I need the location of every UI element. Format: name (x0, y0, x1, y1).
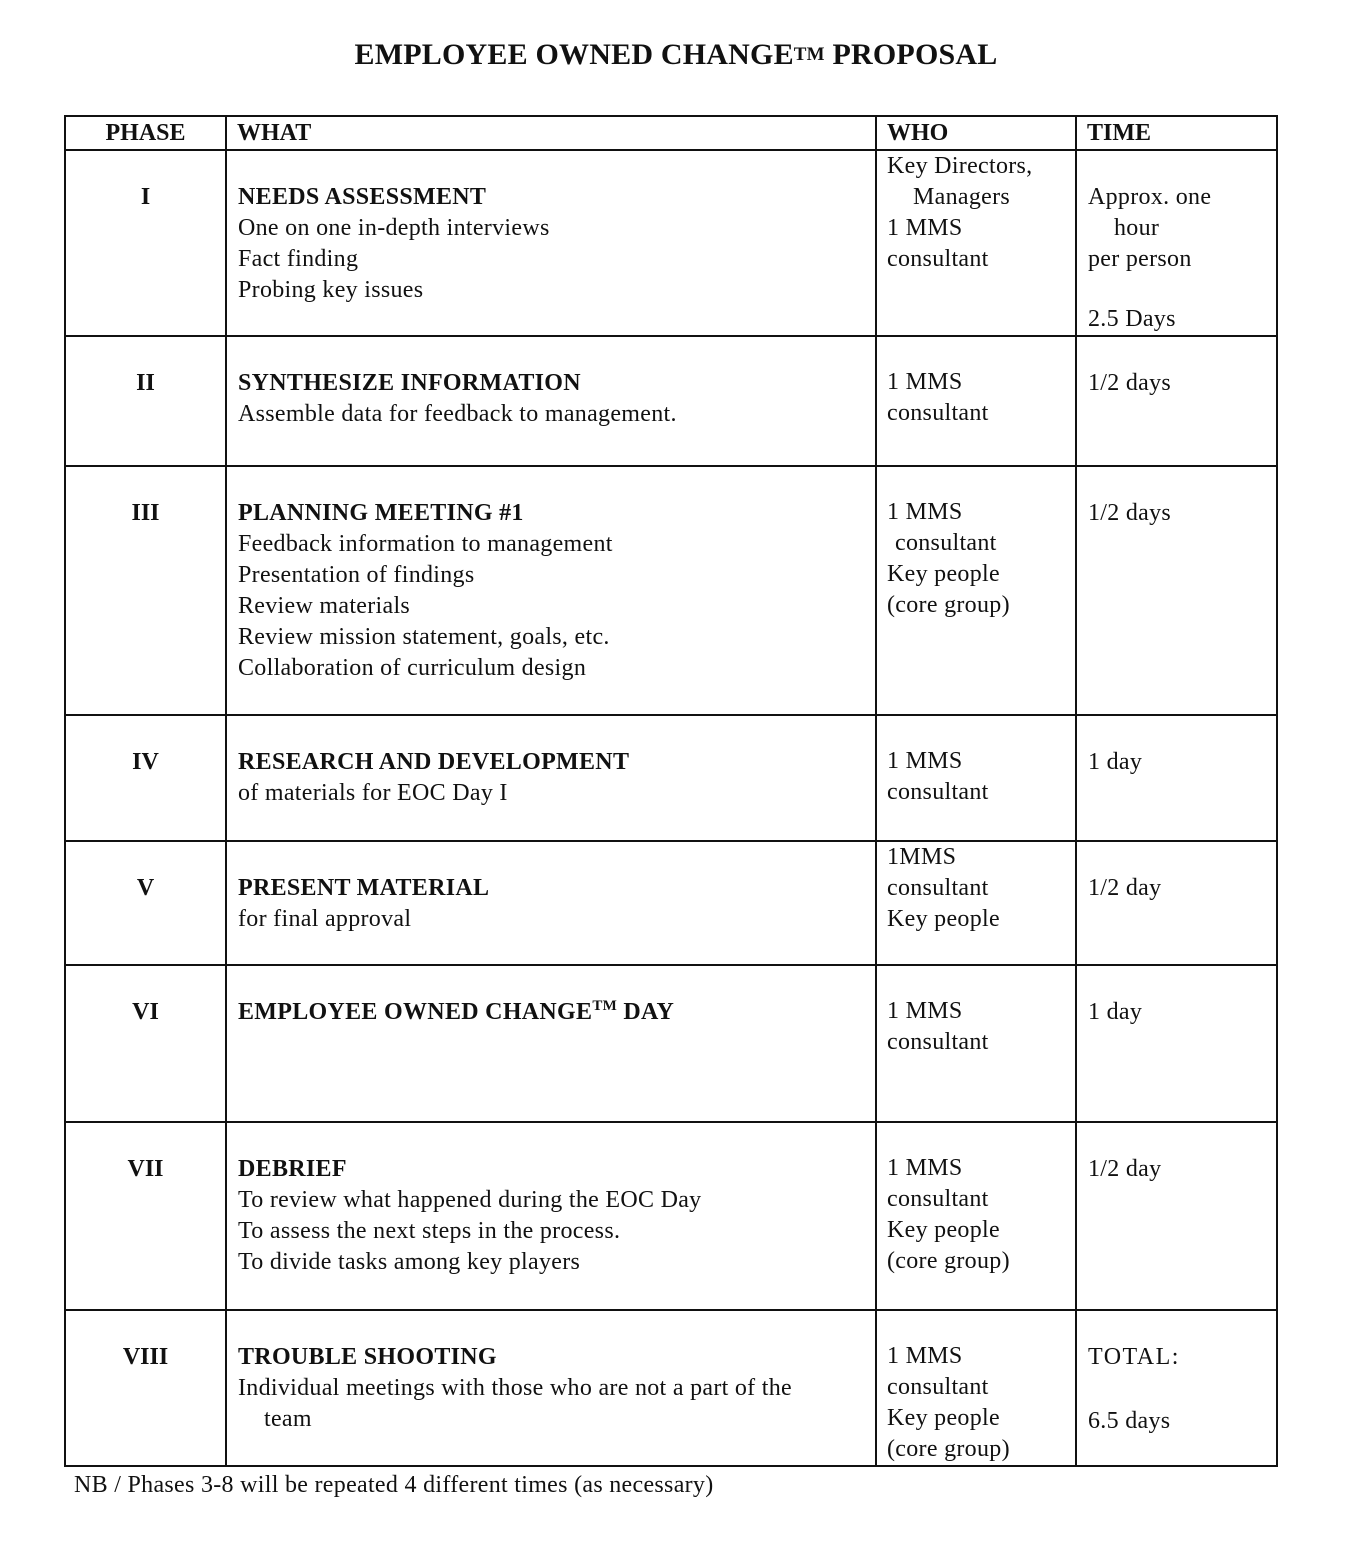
time-cell (1076, 1122, 1277, 1310)
footnote: NB / Phases 3-8 will be repeated 4 different times (as necessary) (74, 1472, 714, 1498)
who-cell (876, 1122, 1076, 1310)
detail-line: Feedback information to management (238, 531, 613, 557)
what-cell (226, 715, 876, 841)
detail-line: of materials for EOC Day I (238, 780, 508, 806)
time-line: 1/2 days (1088, 370, 1172, 396)
detail-line: Review materials (238, 593, 411, 619)
what-cell (226, 150, 876, 336)
phase-heading (238, 997, 867, 1031)
heading-suffix: DAY (617, 999, 675, 1025)
header-row (65, 116, 1277, 150)
phase-heading: TROUBLE SHOOTING (238, 1344, 497, 1370)
time-line: 1/2 days (1088, 500, 1172, 526)
time-line: 6.5 days (1088, 1408, 1171, 1434)
who-line: consultant (887, 779, 989, 805)
who-line: Key people (887, 561, 1000, 587)
who-line: Key people (887, 1217, 1000, 1243)
trademark-symbol: TM (793, 44, 825, 65)
who-line: 1 MMS (887, 1343, 963, 1369)
time-cell (1076, 466, 1277, 715)
who-line: consultant (887, 400, 989, 426)
who-line: Key Directors, (887, 153, 1033, 179)
who-line: consultant (887, 1374, 989, 1400)
time-line: Approx. one (1088, 184, 1212, 210)
who-cell (876, 965, 1076, 1122)
phase-cell: V (65, 841, 226, 965)
what-cell (226, 1122, 876, 1310)
heading-text: EMPLOYEE OWNED CHANGE (238, 999, 593, 1025)
detail-line: Assemble data for feedback to management. (238, 401, 677, 427)
phase-cell: VIII (65, 1310, 226, 1466)
time-cell (1076, 336, 1277, 466)
what-cell (226, 466, 876, 715)
time-line: 2.5 Days (1088, 306, 1176, 332)
time-line: 1 day (1088, 999, 1143, 1025)
time-line: TOTAL: (1088, 1344, 1180, 1370)
table-row (65, 965, 1277, 1122)
who-cell (876, 466, 1076, 715)
phase-heading: NEEDS ASSESSMENT (238, 184, 487, 210)
table-row (65, 466, 1277, 715)
detail-line: One on one in-depth interviews (238, 215, 550, 241)
phase-heading: DEBRIEF (238, 1156, 347, 1182)
detail-line: Collaboration of curriculum design (238, 655, 587, 681)
title-suffix: PROPOSAL (824, 38, 998, 71)
who-line: 1 MMS (887, 748, 963, 774)
phase-cell: VI (65, 965, 226, 1122)
table-row (65, 1310, 1277, 1466)
time-line: per person (1088, 246, 1192, 272)
time-cell (1076, 965, 1277, 1122)
detail-line: Presentation of findings (238, 562, 475, 588)
who-line: Key people (887, 906, 1000, 932)
time-line: 1/2 day (1088, 875, 1162, 901)
who-line: consultant (887, 1029, 989, 1055)
time-cell (1076, 841, 1277, 965)
phase-heading: PRESENT MATERIAL (238, 875, 490, 901)
who-line: (core group) (887, 592, 1010, 618)
column-header-what: WHAT (226, 116, 876, 150)
who-line: consultant (887, 246, 989, 272)
who-line: Managers (913, 184, 1011, 210)
detail-line: for final approval (238, 906, 412, 932)
phase-cell: VII (65, 1122, 226, 1310)
time-line (1088, 1373, 1276, 1406)
who-line: consultant (895, 530, 997, 556)
who-line: 1 MMS (887, 1155, 963, 1181)
who-line: 1 MMS (887, 369, 963, 395)
phase-cell: II (65, 336, 226, 466)
table-row (65, 715, 1277, 841)
detail-line: To review what happened during the EOC Day (238, 1187, 702, 1213)
phase-heading: RESEARCH AND DEVELOPMENT (238, 749, 630, 775)
time-line (1088, 275, 1276, 304)
proposal-table (64, 115, 1278, 1467)
document-title (0, 38, 1352, 72)
phase-cell: III (65, 466, 226, 715)
who-cell (876, 715, 1076, 841)
column-header-phase: PHASE (65, 116, 226, 150)
time-cell (1076, 715, 1277, 841)
time-line: hour (1114, 215, 1160, 241)
what-cell (226, 336, 876, 466)
detail-line: Fact finding (238, 246, 359, 272)
who-cell (876, 1310, 1076, 1466)
trademark-symbol: TM (592, 998, 618, 1014)
detail-line: team (264, 1406, 312, 1432)
who-line: 1 MMS (887, 499, 963, 525)
phase-heading: PLANNING MEETING #1 (238, 500, 524, 526)
who-line: 1 MMS (887, 998, 963, 1024)
who-line: (core group) (887, 1436, 1010, 1462)
detail-line: To divide tasks among key players (238, 1249, 581, 1275)
who-cell (876, 336, 1076, 466)
column-header-who: WHO (876, 116, 1076, 150)
detail-line: Individual meetings with those who are not a part of the (238, 1375, 792, 1401)
who-line: (core group) (887, 1248, 1010, 1274)
title-main: EMPLOYEE OWNED CHANGE (354, 38, 794, 71)
detail-line: To assess the next steps in the process. (238, 1218, 621, 1244)
what-cell (226, 1310, 876, 1466)
phase-heading: SYNTHESIZE INFORMATION (238, 370, 581, 396)
table-row (65, 150, 1277, 336)
time-line: 1 day (1088, 749, 1143, 775)
time-line: 1/2 day (1088, 1156, 1162, 1182)
phase-cell: I (65, 150, 226, 336)
phase-cell: IV (65, 715, 226, 841)
who-line: 1 MMS (887, 215, 963, 241)
table-row (65, 841, 1277, 965)
table-row (65, 1122, 1277, 1310)
detail-line: Probing key issues (238, 277, 424, 303)
time-cell (1076, 1310, 1277, 1466)
what-cell (226, 841, 876, 965)
who-line: consultant (887, 875, 989, 901)
who-line: consultant (887, 1186, 989, 1212)
who-cell (876, 841, 1076, 965)
time-cell (1076, 150, 1277, 336)
table-row (65, 336, 1277, 466)
column-header-time: TIME (1076, 116, 1277, 150)
detail-line: Review mission statement, goals, etc. (238, 624, 610, 650)
what-cell (226, 965, 876, 1122)
who-line: Key people (887, 1405, 1000, 1431)
who-line: 1MMS (887, 844, 957, 870)
who-cell (876, 150, 1076, 336)
